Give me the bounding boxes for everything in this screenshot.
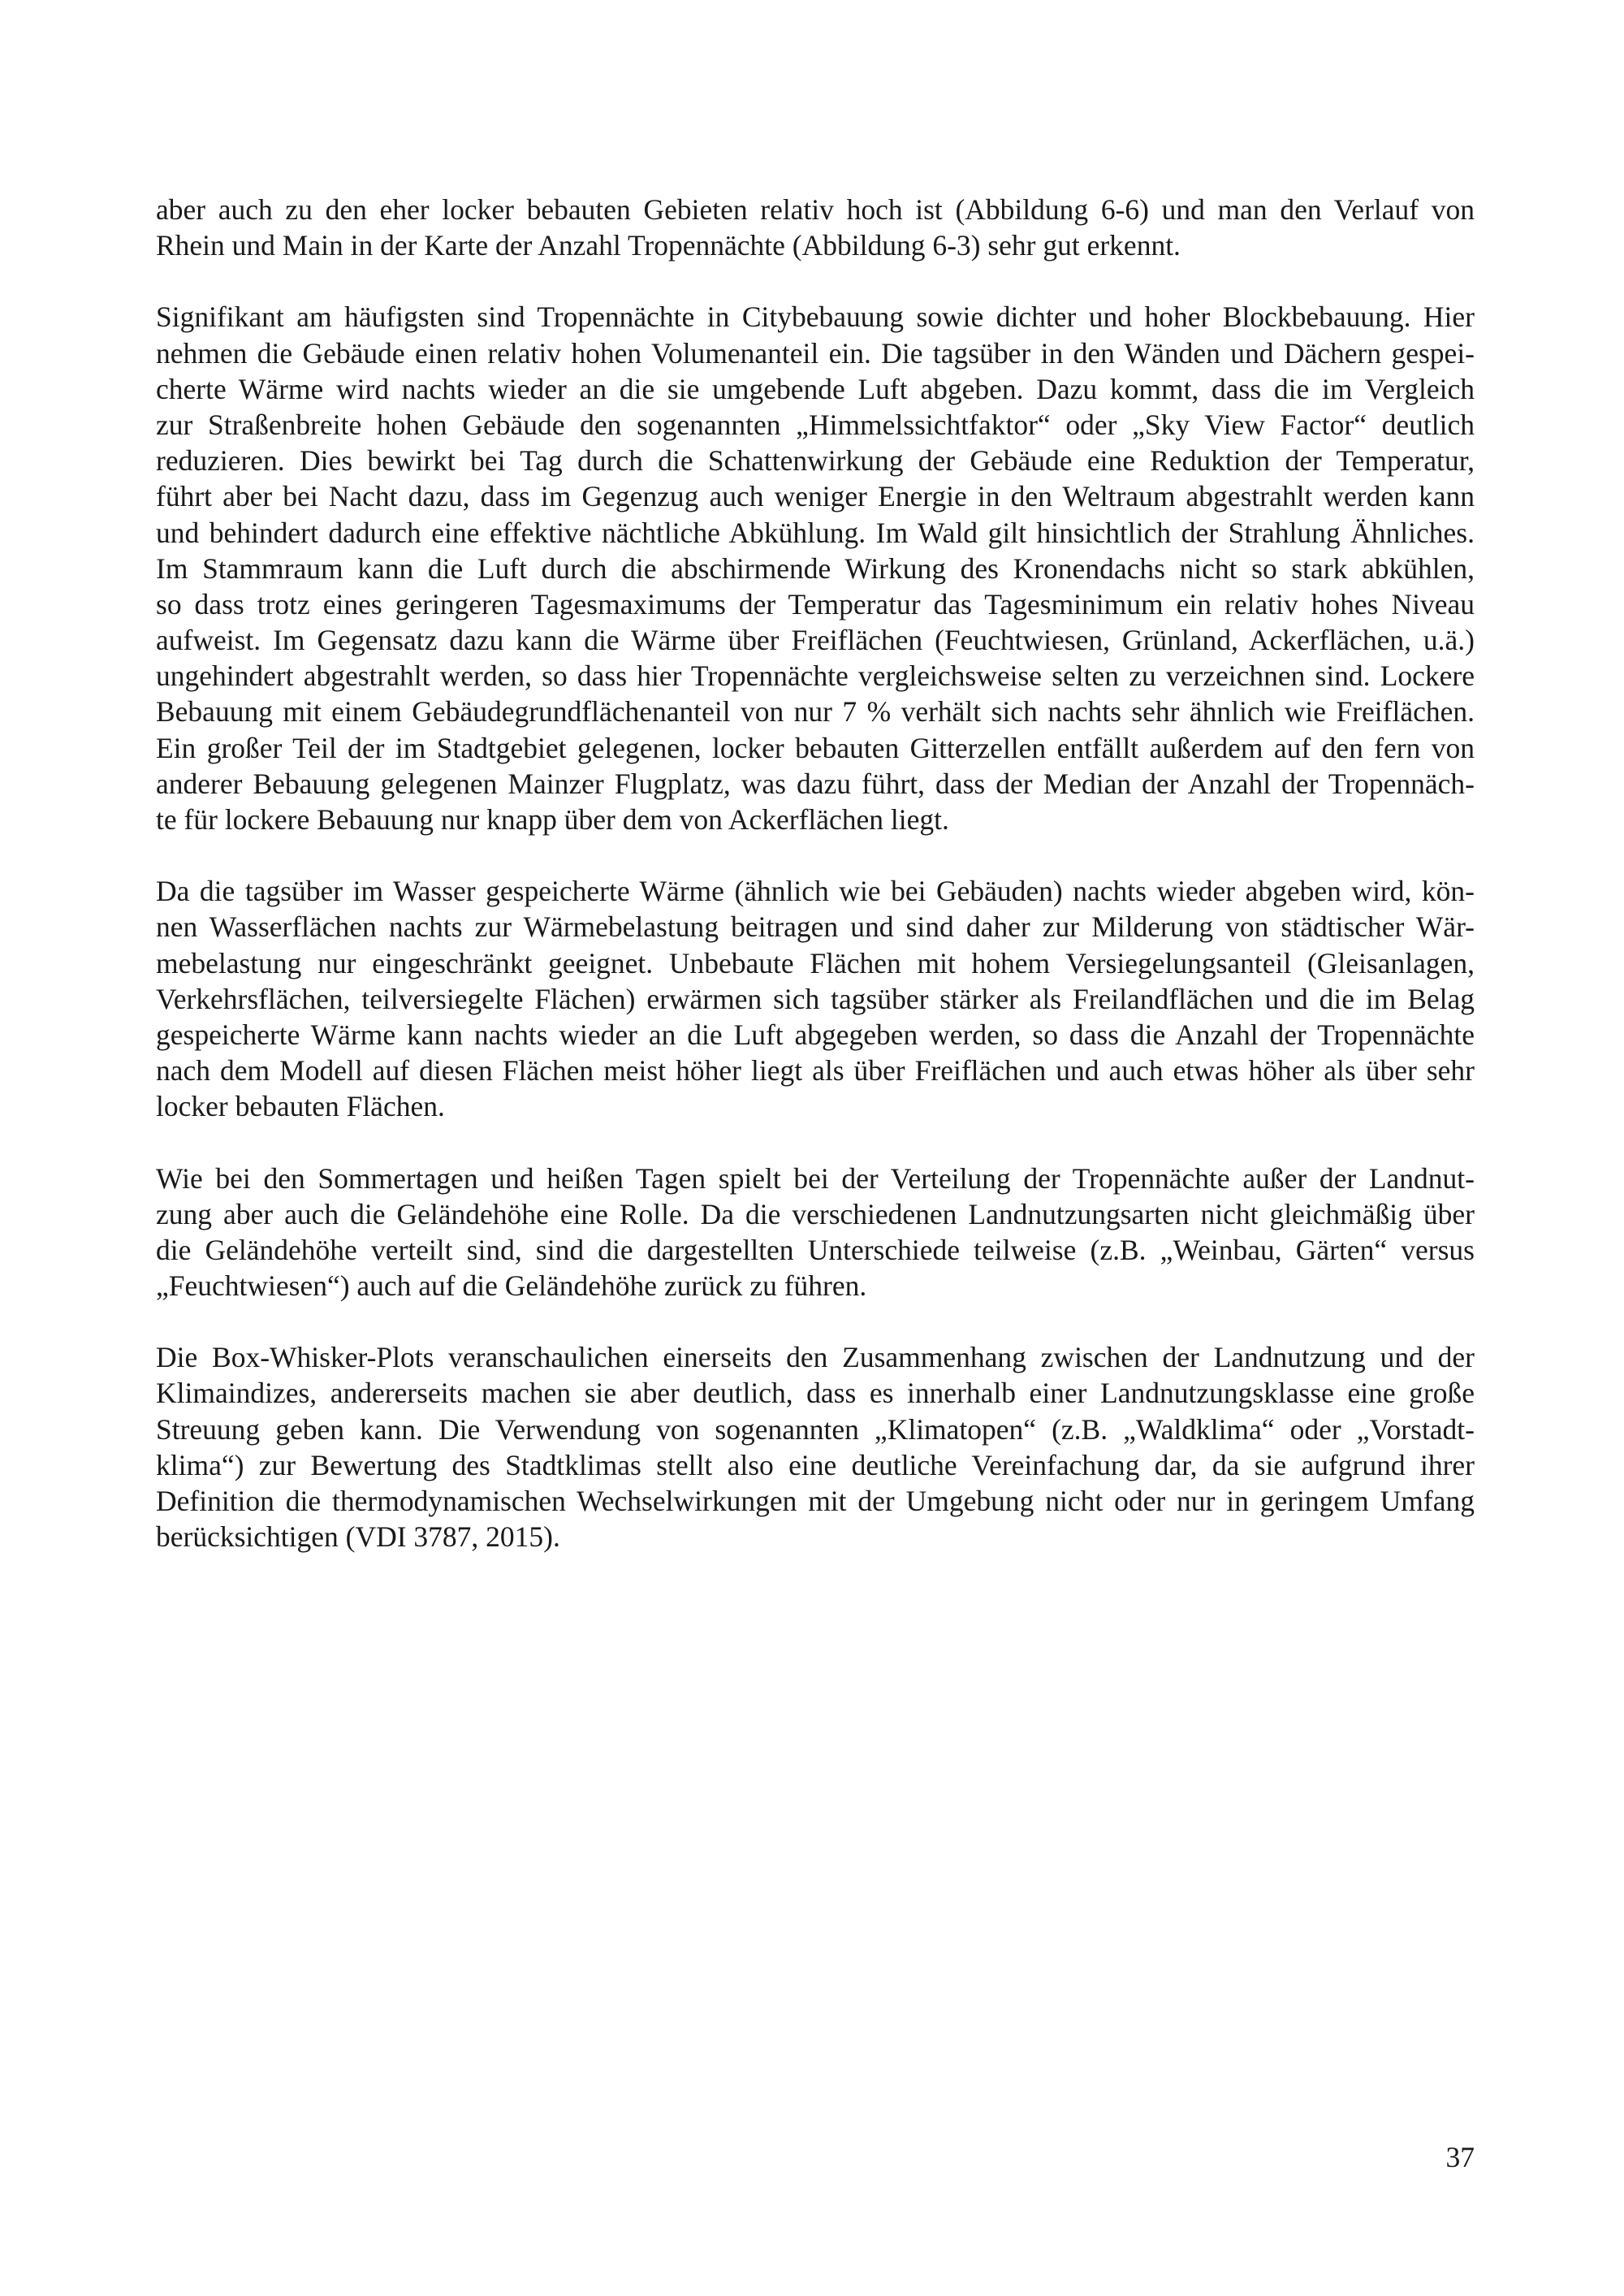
text-line: Die Box-Whisker-Plots veranschaulichen einerseits den Zusammenhang zwischen der Landnutzung und der: [156, 1341, 1475, 1374]
text-line: Im Stammraum kann die Luft durch die abschirmende Wirkung des Kronendachs nicht so stark abkühlen,: [156, 551, 1475, 585]
text-line: te für lockere Bebauung nur knapp über dem von Ackerflächen liegt.: [156, 803, 949, 836]
paragraph-water-surfaces: [156, 873, 1475, 1124]
paragraph-tropical-nights-urban: [156, 299, 1475, 837]
text-line: anderer Bebauung gelegenen Mainzer Flugplatz, was dazu führt, dass der Median der Anzahl der Tropennäch-: [156, 767, 1475, 800]
paragraph-continuation: [156, 192, 1475, 263]
text-line: Da die tagsüber im Wasser gespeicherte Wärme (ähnlich wie bei Gebäuden) nachts wieder abgeben wird, kön-: [156, 875, 1475, 908]
text-line: Wie bei den Sommertagen und heißen Tagen spielt bei der Verteilung der Tropennächte außer der Landnut-: [156, 1161, 1475, 1195]
text-line: reduzieren. Dies bewirkt bei Tag durch die Schattenwirkung der Gebäude eine Reduktion der Temperatur,: [156, 444, 1475, 478]
text-line: Bebauung mit einem Gebäudegrundflächenanteil von nur 7 % verhält sich nachts sehr ähnlich wie Freiflächen.: [156, 695, 1475, 729]
text-line: aber auch zu den eher locker bebauten Gebieten relativ hoch ist (Abbildung 6-6) und man den Verlauf von: [156, 193, 1475, 226]
text-line: führt aber bei Nacht dazu, dass im Gegenzug auch weniger Energie in den Weltraum abgestrahlt werden kann: [156, 480, 1475, 513]
text-line: locker bebauten Flächen.: [156, 1090, 445, 1123]
text-line: Klimaindizes, andererseits machen sie aber deutlich, dass es innerhalb einer Landnutzungsklasse eine große: [156, 1377, 1475, 1410]
text-line: nen Wasserflächen nachts zur Wärmebelastung beitragen und sind daher zur Milderung von städtischer Wär-: [156, 910, 1475, 944]
text-line: berücksichtigen (VDI 3787, 2015).: [156, 1520, 560, 1554]
text-line: Rhein und Main in der Karte der Anzahl Tropennächte (Abbildung 6-3) sehr gut erkennt.: [156, 229, 1181, 262]
text-line: Signifikant am häufigsten sind Tropennächte in Citybebauung sowie dichter und hoher Blockbebauung. Hier: [156, 301, 1475, 334]
paragraph-box-whisker-plots: [156, 1339, 1475, 1554]
page-body: [156, 192, 1475, 1590]
text-line: klima“) zur Bewertung des Stadtklimas stellt also eine deutliche Vereinfachung dar, da sie aufgrund ihrer: [156, 1448, 1475, 1481]
text-line: gespeicherte Wärme kann nachts wieder an die Luft abgegeben werden, so dass die Anzahl der Tropennächte: [156, 1018, 1475, 1051]
text-line: und behindert dadurch eine effektive nächtliche Abkühlung. Im Wald gilt hinsichtlich der Strahlung Ähnliches.: [156, 516, 1475, 549]
text-line: nach dem Modell auf diesen Flächen meist höher liegt als über Freiflächen und auch etwas höher als über sehr: [156, 1054, 1475, 1087]
text-line: Streuung geben kann. Die Verwendung von sogenannten „Klimatopen“ (z.B. „Waldklima“ oder „Vorstadt-: [156, 1412, 1475, 1446]
text-line: Ein großer Teil der im Stadtgebiet gelegenen, locker bebauten Gitterzellen entfällt außerdem auf den fern von: [156, 731, 1475, 764]
text-line: die Geländehöhe verteilt sind, sind die dargestellten Unterschiede teilweise (z.B. „Weinbau, Gärten“ versus: [156, 1233, 1475, 1266]
text-line: cherte Wärme wird nachts wieder an die sie umgebende Luft abgeben. Dazu kommt, dass die im Vergleich: [156, 372, 1475, 405]
page-number: 37: [1445, 2141, 1475, 2173]
text-line: ungehindert abgestrahlt werden, so dass hier Tropennächte vergleichsweise selten zu verzeichnen sind. Lockere: [156, 659, 1475, 693]
text-line: mebelastung nur eingeschränkt geeignet. Unbebaute Flächen mit hohem Versiegelungsanteil (Gleisanlagen,: [156, 946, 1475, 979]
text-line: so dass trotz eines geringeren Tagesmaximums der Temperatur das Tagesminimum ein relativ hohes Niveau: [156, 587, 1475, 620]
text-line: aufweist. Im Gegensatz dazu kann die Wärme über Freiflächen (Feuchtwiesen, Grünland, Ackerflächen, u.ä.): [156, 624, 1475, 657]
paragraph-terrain-height: [156, 1161, 1475, 1304]
text-line: „Feuchtwiesen“) auch auf die Geländehöhe zurück zu führen.: [156, 1269, 867, 1303]
text-line: Definition die thermodynamischen Wechselwirkungen mit der Umgebung nicht oder nur in geringem Umfang: [156, 1485, 1475, 1517]
text-line: zur Straßenbreite hohen Gebäude den sogenannten „Himmelssichtfaktor“ oder „Sky View Factor“ deutlich: [156, 408, 1475, 441]
text-line: zung aber auch die Geländehöhe eine Rolle. Da die verschiedenen Landnutzungsarten nicht gleichmäßig über: [156, 1197, 1475, 1230]
text-line: nehmen die Gebäude einen relativ hohen Volumenanteil ein. Die tagsüber in den Wänden und Dächern gespei-: [156, 336, 1475, 370]
text-line: Verkehrsflächen, teilversiegelte Flächen) erwärmen sich tagsüber stärker als Freilandflächen und die im Belag: [156, 982, 1475, 1015]
